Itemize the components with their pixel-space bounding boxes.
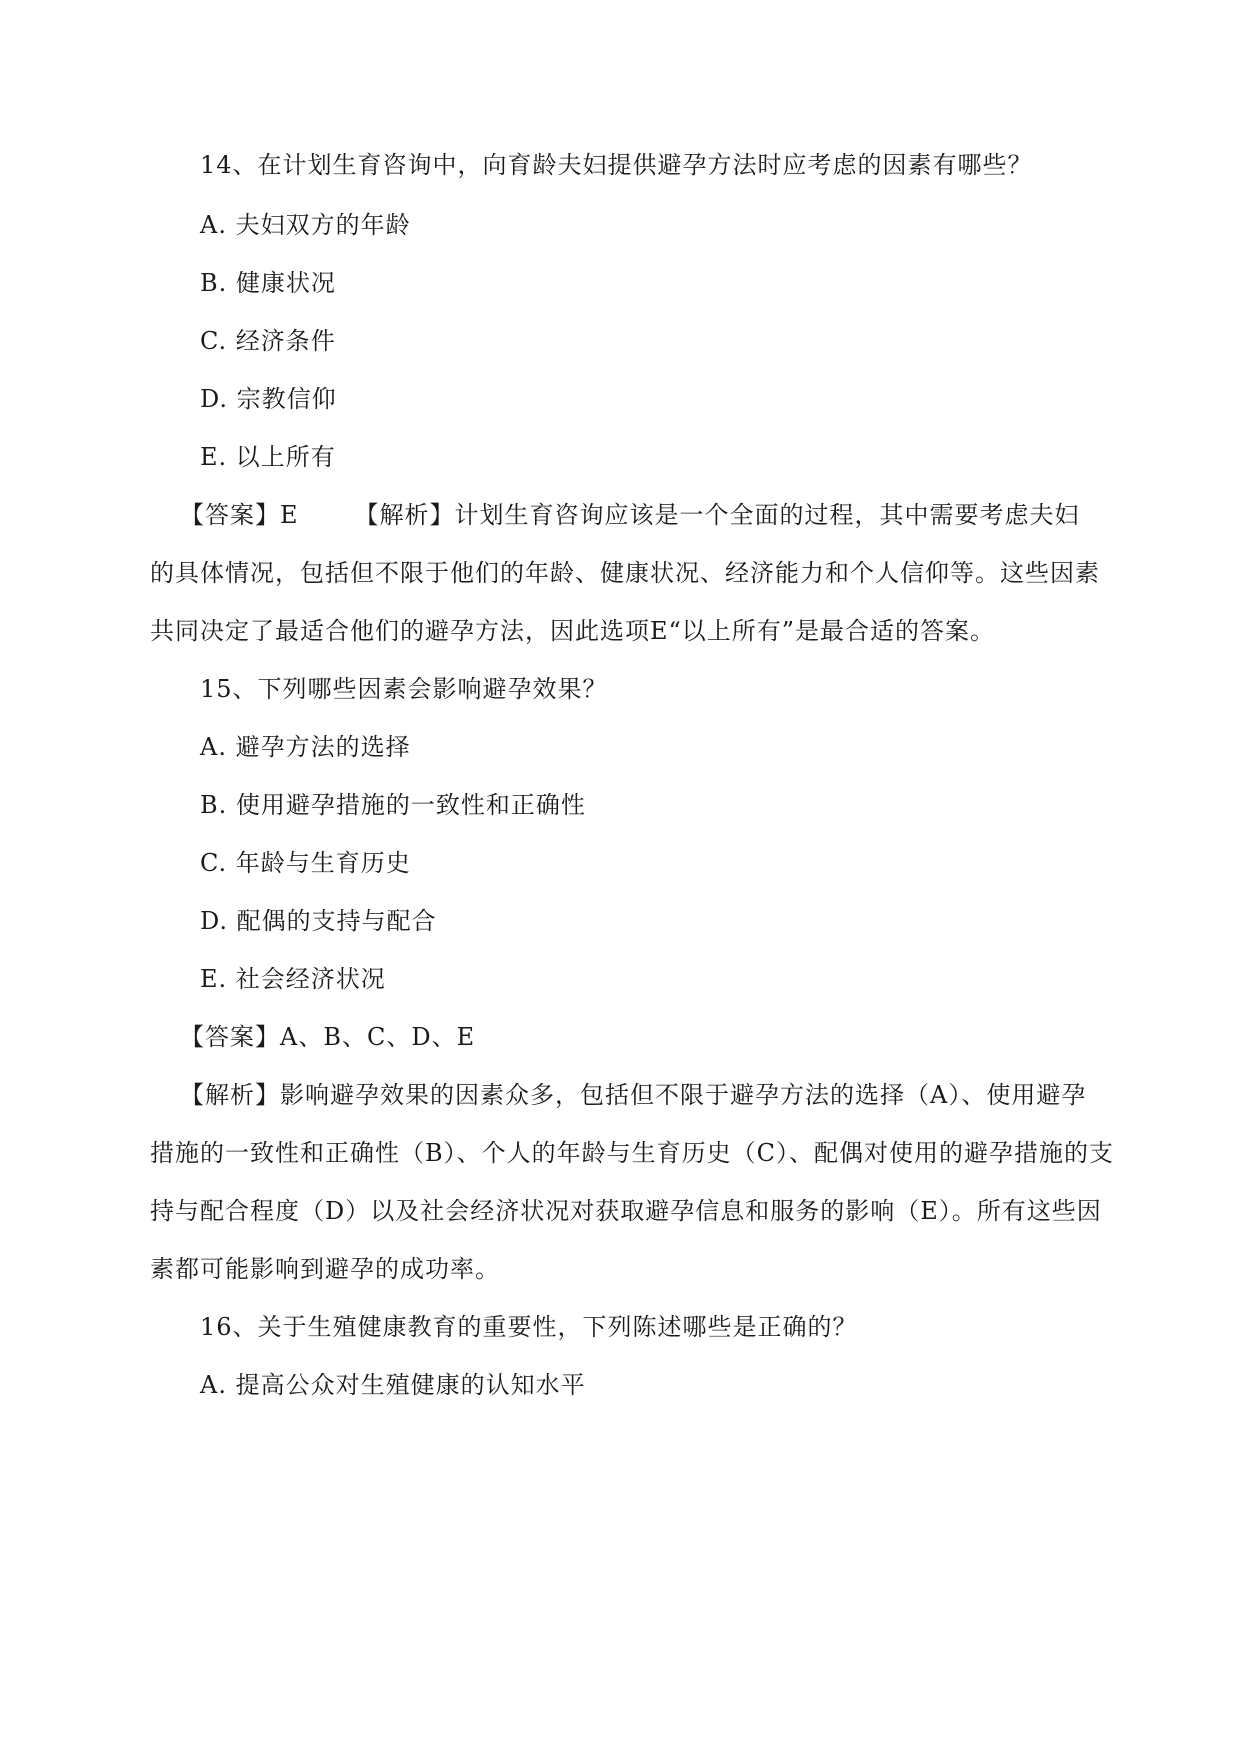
question-16-option-a: A. 提高公众对生殖健康的认知水平 — [200, 1371, 586, 1399]
question-14-answer: 【答案】E — [180, 501, 299, 529]
question-15-option-c: C. 年龄与生育历史 — [200, 849, 411, 877]
question-16-stem: 16、关于生殖健康教育的重要性，下列陈述哪些是正确的？ — [200, 1313, 858, 1341]
question-15-analysis-line-1: 【解析】影响避孕效果的因素众多，包括但不限于避孕方法的选择（A）、使用避孕 — [180, 1081, 1087, 1109]
question-14-answer-line — [180, 498, 1080, 532]
question-15-analysis-line-3: 持与配合程度（D）以及社会经济状况对获取避孕信息和服务的影响（E）。所有这些因 — [150, 1197, 1102, 1225]
question-15-option-b: B. 使用避孕措施的一致性和正确性 — [200, 791, 586, 819]
question-14-option-b: B. 健康状况 — [200, 269, 336, 297]
question-15-option-a: A. 避孕方法的选择 — [200, 733, 411, 761]
question-14-option-e: E. 以上所有 — [200, 443, 336, 471]
question-14-analysis-line-1: 【解析】计划生育咨询应该是一个全面的过程，其中需要考虑夫妇 — [354, 501, 1080, 529]
question-15-analysis-line-4: 素都可能影响到避孕的成功率。 — [150, 1255, 500, 1283]
question-14-analysis-line-3: 共同决定了最适合他们的避孕方法，因此选项E“以上所有”是最合适的答案。 — [150, 617, 996, 645]
question-15-stem: 15、下列哪些因素会影响避孕效果？ — [200, 675, 608, 703]
question-15-answer: 【答案】A、B、C、D、E — [180, 1023, 476, 1051]
question-15-option-e: E. 社会经济状况 — [200, 965, 386, 993]
question-14-stem: 14、在计划生育咨询中，向育龄夫妇提供避孕方法时应考虑的因素有哪些？ — [200, 151, 1033, 179]
question-14-analysis-line-2: 的具体情况，包括但不限于他们的年龄、健康状况、经济能力和个人信仰等。这些因素 — [150, 559, 1100, 587]
question-14-option-d: D. 宗教信仰 — [200, 385, 337, 413]
question-14-option-a: A. 夫妇双方的年龄 — [200, 211, 411, 239]
question-15-analysis-line-2: 措施的一致性和正确性（B）、个人的年龄与生育历史（C）、配偶对使用的避孕措施的支 — [150, 1139, 1114, 1167]
question-15-option-d: D. 配偶的支持与配合 — [200, 907, 437, 935]
question-14-option-c: C. 经济条件 — [200, 327, 336, 355]
